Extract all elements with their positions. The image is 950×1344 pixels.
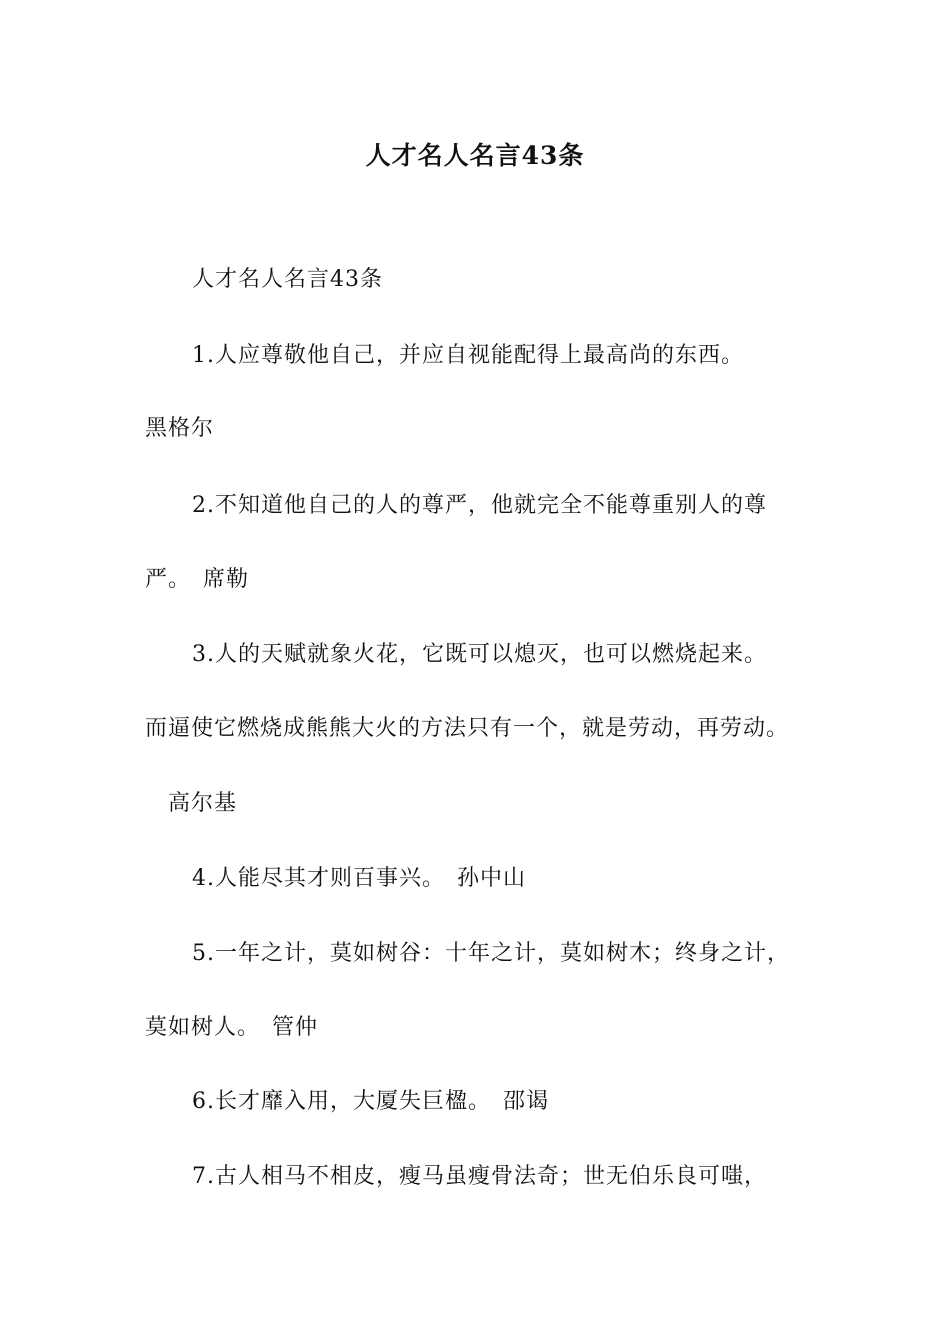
quote-line-2-cont: 严。 席勒 [145,567,250,592]
subtitle-line: 人才名人名言43条 [192,267,383,292]
quote-line-2: 2.不知道他自己的人的尊严，他就完全不能尊重别人的尊 [192,493,767,518]
quote-line-1: 1.人应尊敬他自己，并应自视能配得上最高尚的东西。 [192,343,744,368]
quote-line-6: 6.长才靡入用，大厦失巨楹。 邵谒 [192,1089,549,1114]
quote-line-3-cont: 而逼使它燃烧成熊熊大火的方法只有一个，就是劳动，再劳动。 [145,716,790,741]
quote-line-7: 7.古人相马不相皮，瘦马虽瘦骨法奇；世无伯乐良可嗤， [192,1164,767,1189]
quote-author-3: 高尔基 [168,791,238,816]
quote-line-3: 3.人的天赋就象火花，它既可以熄灭，也可以燃烧起来。 [192,642,767,667]
quote-line-5: 5.一年之计，莫如树谷：十年之计，莫如树木；终身之计， [192,941,790,966]
document-title: 人才名人名言43条 [365,141,585,170]
quote-line-4: 4.人能尽其才则百事兴。 孙中山 [192,866,526,891]
quote-author-1: 黑格尔 [145,416,215,441]
quote-line-5-cont: 莫如树人。 管仲 [145,1015,319,1040]
